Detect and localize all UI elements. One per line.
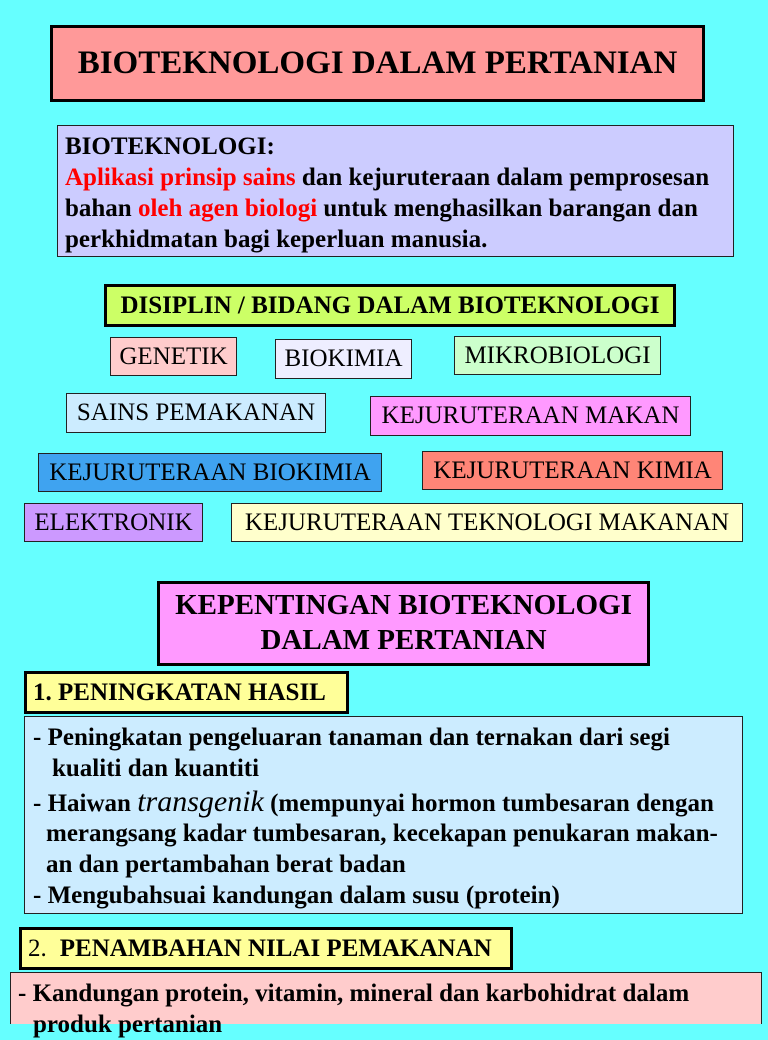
slide-title: BIOTEKNOLOGI DALAM PERTANIAN (50, 25, 705, 102)
section-2-line: - Kandungan protein, vitamin, mineral dan karbohidrat dalam (18, 980, 690, 1007)
section-2-line: produk pertanian (33, 1011, 223, 1038)
importance-heading-line-2: DALAM PERTANIAN (260, 624, 547, 656)
discipline-tag-mikrobiologi: MIKROBIOLOGI (454, 336, 661, 375)
section-1-emphasis: transgenik (137, 785, 264, 818)
definition-box (57, 125, 734, 257)
definition-text: bahan (65, 195, 138, 222)
section-1-line: - Mengubahsuai kandungan dalam susu (protein) (33, 882, 560, 909)
definition-text: dan kejuruteraan dalam pemprosesan (295, 164, 710, 191)
discipline-tag-kejuruteraan-makan: KEJURUTERAAN MAKAN (370, 396, 691, 436)
discipline-tag-kejuruteraan-teknologi-makanan: KEJURUTERAAN TEKNOLOGI MAKANAN (231, 503, 743, 542)
discipline-tag-sains-pemakanan: SAINS PEMAKANAN (66, 393, 326, 433)
section-1-line: kualiti dan kuantiti (52, 755, 260, 782)
importance-heading-line-1: KEPENTINGAN BIOTEKNOLOGI (175, 589, 632, 621)
definition-line-3 (65, 193, 726, 224)
section-2-title-text: PENAMBAHAN NILAI PEMAKANAN (59, 935, 492, 962)
section-1-line (33, 787, 734, 818)
section-2-body (10, 972, 762, 1038)
section-1-line: merangsang kadar tumbesaran, kecekapan penukaran makan- (46, 820, 718, 847)
definition-text: untuk menghasilkan barangan dan (317, 195, 698, 222)
definition-heading: BIOTEKNOLOGI: (65, 133, 275, 160)
section-1-line: an dan pertambahan berat badan (46, 851, 406, 878)
definition-highlight: oleh agen biologi (137, 195, 318, 222)
definition-line-4: perkhidmatan bagi keperluan manusia. (65, 226, 488, 253)
definition-highlight: Aplikasi prinsip sains (65, 164, 296, 191)
discipline-tag-biokimia: BIOKIMIA (275, 339, 412, 379)
importance-heading (157, 581, 650, 666)
definition-line-2 (65, 162, 726, 193)
discipline-tag-elektronik: ELEKTRONIK (24, 503, 203, 542)
discipline-tag-kejuruteraan-kimia: KEJURUTERAAN KIMIA (422, 451, 723, 490)
section-2-number: 2. (28, 935, 47, 962)
discipline-tag-genetik: GENETIK (110, 337, 237, 376)
section-1-line: - Peningkatan pengeluaran tanaman dan ternakan dari segi (33, 724, 670, 751)
section-2-title (19, 927, 513, 970)
section-1-body (24, 716, 743, 914)
section-1-text: - Haiwan (33, 790, 138, 817)
disciplines-heading: DISIPLIN / BIDANG DALAM BIOTEKNOLOGI (104, 284, 676, 327)
discipline-tag-kejuruteraan-biokimia: KEJURUTERAAN BIOKIMIA (38, 453, 382, 492)
section-1-text: (mempunyai hormon tumbesaran dengan (263, 790, 714, 817)
section-1-title: 1. PENINGKATAN HASIL (24, 671, 349, 714)
